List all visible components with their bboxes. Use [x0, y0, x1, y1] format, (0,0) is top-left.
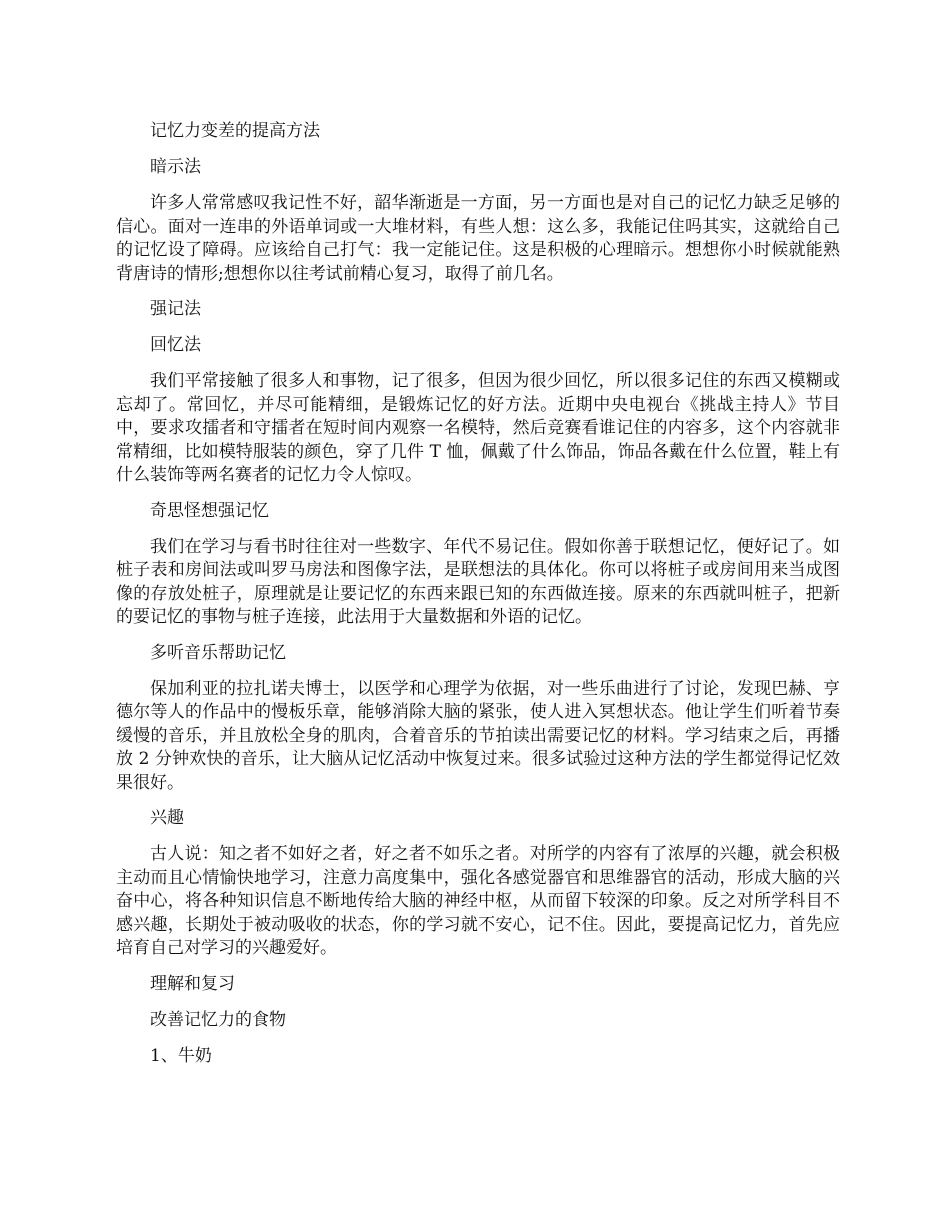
list-item: 1、牛奶	[150, 1045, 212, 1066]
section-heading: 回忆法	[150, 335, 201, 355]
body-paragraph: 古人说：知之者不如好之者，好之者不如乐之者。对所学的内容有了浓厚的兴趣，就会积极主动而且心情愉快地学习，注意力高度集中，强化各感觉器官和思维器官的活动，形成大脑的兴奋中心，将各种知识信息不断地传给大脑的神经中枢，从而留下较深的印象。反之对所学科目不感兴趣，长期处于被动吸收的状态，你的学习就不安心，记不住。因此，要提高记忆力，首先应培育自己对学习的兴趣爱好。	[116, 844, 840, 958]
body-paragraph: 许多人常常感叹我记性不好，韶华渐逝是一方面，另一方面也是对自己的记忆力缺乏足够的信心。面对一连串的外语单词或一大堆材料，有些人想：这么多，我能记住吗其实，这就给自己的记忆设了障碍。应该给自己打气：我一定能记住。这是积极的心理暗示。想想你小时候就能熟背唐诗的情形;想想你以往考试前精心复习，取得了前几名。	[116, 193, 840, 284]
section-heading: 多听音乐帮助记忆	[150, 642, 286, 663]
section-heading: 奇思怪想强记忆	[150, 500, 269, 521]
body-paragraph: 我们在学习与看书时往往对一些数字、年代不易记住。假如你善于联想记忆，便好记了。如桩子表和房间法或叫罗马房法和图像字法，是联想法的具体化。你可以将桩子或房间用来当成图像的存放处桩子，原理就是让要记忆的东西来跟已知的东西做连接。原来的东西就叫桩子，把新的要记忆的事物与桩子连接，此法用于大量数据和外语的记忆。	[116, 536, 840, 627]
section-heading: 暗示法	[150, 157, 201, 177]
body-paragraph: 保加利亚的拉扎诺夫博士，以医学和心理学为依据，对一些乐曲进行了讨论，发现巴赫、亨德尔等人的作品中的慢板乐章，能够消除大脑的紧张，使人进入冥想状态。他让学生们听着节奏缓慢的音乐，并且放松全身的肌肉，合着音乐的节拍读出需要记忆的材料。学习结束之后，再播放 2 分钟欢快的音乐，让大脑从记忆活动中恢复过来。很多试验过这种方法的学生都觉得记忆效果很好。	[116, 678, 840, 793]
section-heading: 强记法	[150, 299, 201, 319]
document-body	[116, 120, 840, 1081]
section-heading: 改善记忆力的食物	[150, 1009, 286, 1030]
body-paragraph: 我们平常接触了很多人和事物，记了很多，但因为很少回忆，所以很多记住的东西又模糊或忘却了。常回忆，并尽可能精细，是锻炼记忆的好方法。近期中央电视台《挑战主持人》节目中，要求攻擂者和守擂者在短时间内观察一名模特，然后竞赛看谁记住的内容多，这个内容就非常精细，比如模特服装的颜色，穿了几件 T 恤，佩戴了什么饰品，饰品各戴在什么位置，鞋上有什么装饰等两名赛者的记忆力令人惊叹。	[116, 371, 840, 485]
section-heading: 兴趣	[150, 808, 184, 828]
document-title: 记忆力变差的提高方法	[150, 121, 320, 141]
section-heading: 理解和复习	[150, 973, 235, 994]
